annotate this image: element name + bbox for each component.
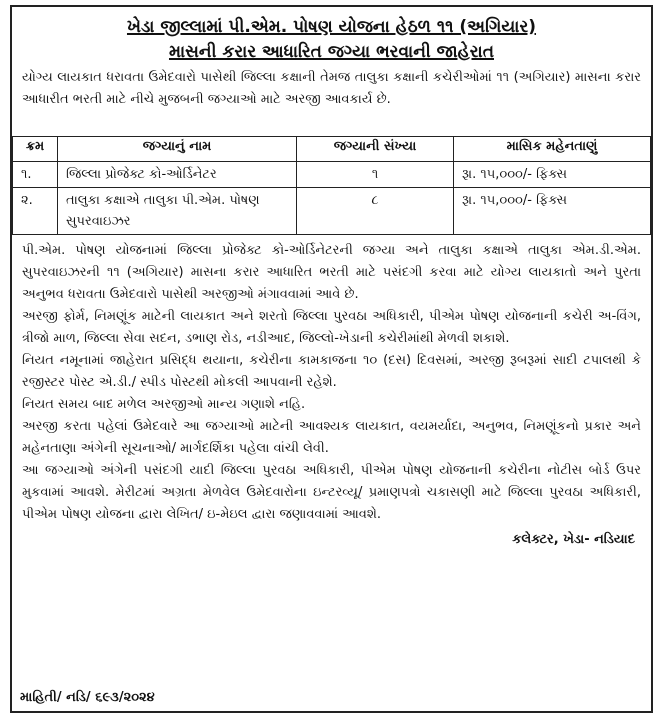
header-post-name: જગ્યાનું નામ <box>58 137 297 162</box>
body-paragraph: આ જગ્યાઓ અંગેની પસંદગી યાદી જિલ્લા પુરવઠા અધિકારી, પીએમ પોષણ યોજનાની કચેરીના નોટીસ બોર્ડ ઉપર મુકવામાં આવશે. મેરીટમાં અગ્રતા મેળવેલ ઉમેદવારોના ઇન્ટરવ્યૂ/ પ્રમાણપત્રો ચકાસણી માટે જિલ્લા પુરવઠા અધિકારી, પીએમ પોષણ યોજના દ્વારા લેખિત/ ઇ-મેઇલ દ્વારા જણાવવામાં આવશે. <box>22 463 641 522</box>
body-paragraph: અરજી કરતા પહેલાં ઉમેદવારે આ જગ્યાઓ માટેની આવશ્યક લાયકાત, વયમર્યાદા, અનુભવ, નિમણૂંકનો પ્રકાર અને મહેનતાણા અંગેની સૂચનાઓ/ માર્ગદર્શિકા પહેલા વાંચી લેવી. <box>22 419 641 456</box>
table-header-row <box>13 137 651 162</box>
row-salary: રૂા. ૧૫,૦૦૦/- ફિક્સ <box>454 162 651 188</box>
row-salary: રૂા. ૧૫,૦૦૦/- ફિક્સ <box>454 188 651 235</box>
body-paragraph: પી.એમ. પોષણ યોજનામાં જિલ્લા પ્રોજેક્ટ કો-ઓર્ડિનેટરની જગ્યા અને તાલુકા કક્ષાએ તાલુકા એમ.ડી.એમ. સુપરવાઇઝરની ૧૧ (અગિયાર) માસના કરાર આધારિત ભરતી માટે પસંદગી કરવા માટે યોગ્ય લાયકાતો અને પુરતા અનુભવ ધરાવતા ઉમેદવારો પાસેથી અરજીઓ મંગાવવામાં આવે છે. <box>22 243 641 302</box>
notice-body <box>12 235 651 526</box>
body-paragraph: નિયત સમય બાદ મળેલ અરજીઓ માન્ય ગણાશે નહિ. <box>22 397 306 412</box>
title-line-2: માસની કરાર આધારિત જગ્યા ભરવાની જાહેરાત <box>168 42 494 62</box>
posts-table <box>12 136 651 235</box>
advertisement-box <box>10 5 653 713</box>
body-paragraph: અરજી ફોર્મ, નિમણૂંક માટેની લાયકાત અને શરતો જિલ્લા પુરવઠા અધિકારી, પીએમ પોષણ યોજનાની કચેરી અ-વિંગ, ત્રીજો માળ, જિલ્લા સેવા સદન, ડભાણ રોડ, નડીઆદ, જિલ્લો-ખેડાની કચેરીમાંથી મેળવી શકાશે. <box>22 309 641 346</box>
notice-title <box>12 7 651 65</box>
row-serial: ૧. <box>13 162 58 188</box>
signature-line: કલેક્ટર, ખેડા- નડિયાદ <box>512 532 635 547</box>
header-serial: ક્રમ <box>13 137 58 162</box>
table-row <box>13 188 651 235</box>
row-post-count: ૮ <box>297 188 454 235</box>
body-paragraph: નિયત નમૂનામાં જાહેરાત પ્રસિદ્ધ થયાના, કચેરીના કામકાજના ૧૦ (દસ) દિવસમાં, અરજી રૂબરૂમાં સાદી ટપાલથી કે રજીસ્ટર પોસ્ટ એ.ડી./ સ્પીડ પોસ્ટથી મોકલી આપવાની રહેશે. <box>22 353 641 390</box>
intro-paragraph: યોગ્ય લાયકાત ધરાવતા ઉમેદવારો પાસેથી જિલ્લા કક્ષાની તેમજ તાલુકા કક્ષાની કચેરીઓમાં ૧૧ (અગિયાર) માસના કરાર આધારીત ભરતી માટે નીચે મુજબની જગ્યાઓ માટે અરજી આવકાર્ય છે. <box>22 70 641 107</box>
row-post-name: જિલ્લા પ્રોજેક્ટ કો-ઓર્ડિનેટર <box>58 162 297 188</box>
reference-number: માહિતી/ નડિ/ ૬૯૩/૨૦૨૪ <box>20 690 155 705</box>
title-line-1: ખેડા જીલ્લામાં પી.એમ. પોષણ યોજના હેઠળ ૧૧ (અગિયાર) <box>126 17 537 37</box>
row-post-name: તાલુકા કક્ષાએ તાલુકા પી.એમ. પોષણ સુપરવાઇઝર <box>58 188 297 235</box>
header-salary: માસિક મહેનતાણું <box>454 137 651 162</box>
table-row <box>13 162 651 188</box>
row-serial: ૨. <box>13 188 58 235</box>
header-post-count: જગ્યાની સંખ્યા <box>297 137 454 162</box>
row-post-count: ૧ <box>297 162 454 188</box>
